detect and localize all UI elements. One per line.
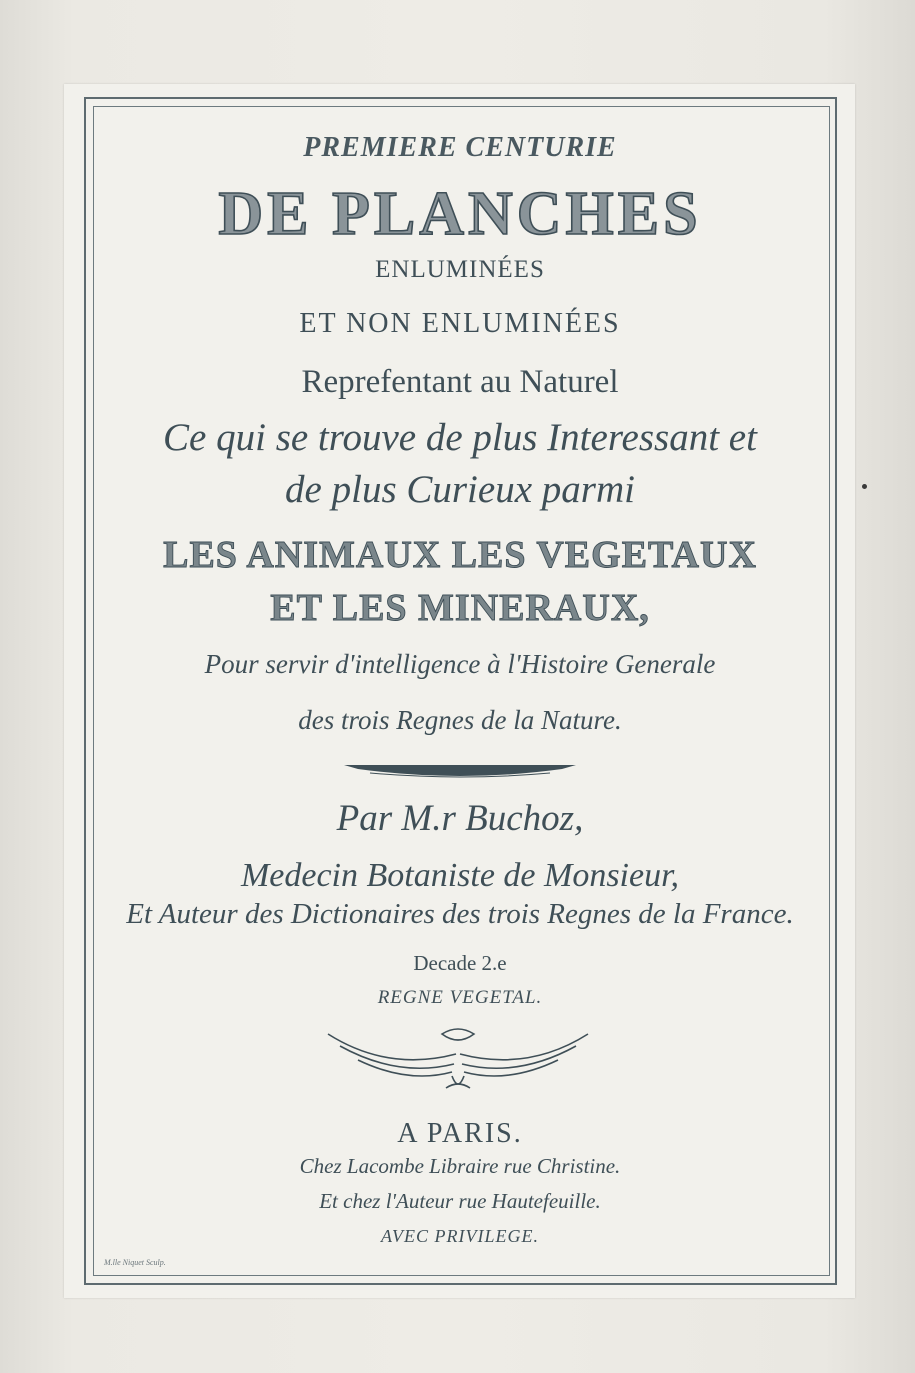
author-works: Et Auteur des Dictionaires des trois Regnes de la France. — [126, 898, 794, 930]
author-title: Medecin Botaniste de Monsieur, — [240, 857, 680, 894]
regne-label: REGNE VEGETAL. — [377, 987, 543, 1008]
heading-premiere-centurie: PREMIERE CENTURIE — [303, 132, 617, 163]
ink-spot — [862, 484, 867, 489]
purpose-line-2: des trois Regnes de la Nature. — [298, 705, 622, 735]
heading-mineraux: ET LES MINERAUX, — [270, 587, 650, 629]
script-line-1: Ce qui se trouve de plus Interessant et — [163, 416, 757, 459]
purpose-line-1: Pour servir d'intelligence à l'Histoire Generale — [204, 649, 716, 679]
privilege-line: AVEC PRIVILEGE. — [380, 1226, 540, 1246]
divider-ornament — [340, 761, 580, 783]
heading-animaux-vegetaux: LES ANIMAUX LES VEGETAUX — [163, 534, 757, 576]
script-line-2: de plus Curieux parmi — [285, 468, 635, 511]
author-name: Par M.r Buchoz, — [336, 798, 584, 839]
subtitle-enluminees: ENLUMINÉES — [375, 256, 545, 283]
decade-label: Decade 2.e — [413, 951, 507, 975]
engraver-signature: M.lle Niquet Sculp. — [104, 1258, 166, 1267]
place-paris: A PARIS. — [397, 1118, 523, 1149]
publisher-line-1: Chez Lacombe Libraire rue Christine. — [299, 1154, 621, 1178]
publisher-line-2: Et chez l'Auteur rue Hautefeuille. — [319, 1189, 601, 1213]
subtitle-representant: Reprefentant au Naturel — [301, 364, 619, 400]
flourish-ornament — [318, 1026, 598, 1094]
subtitle-non-enluminees: ET NON ENLUMINÉES — [299, 308, 621, 339]
title-de-planches: DE PLANCHES — [218, 180, 702, 248]
